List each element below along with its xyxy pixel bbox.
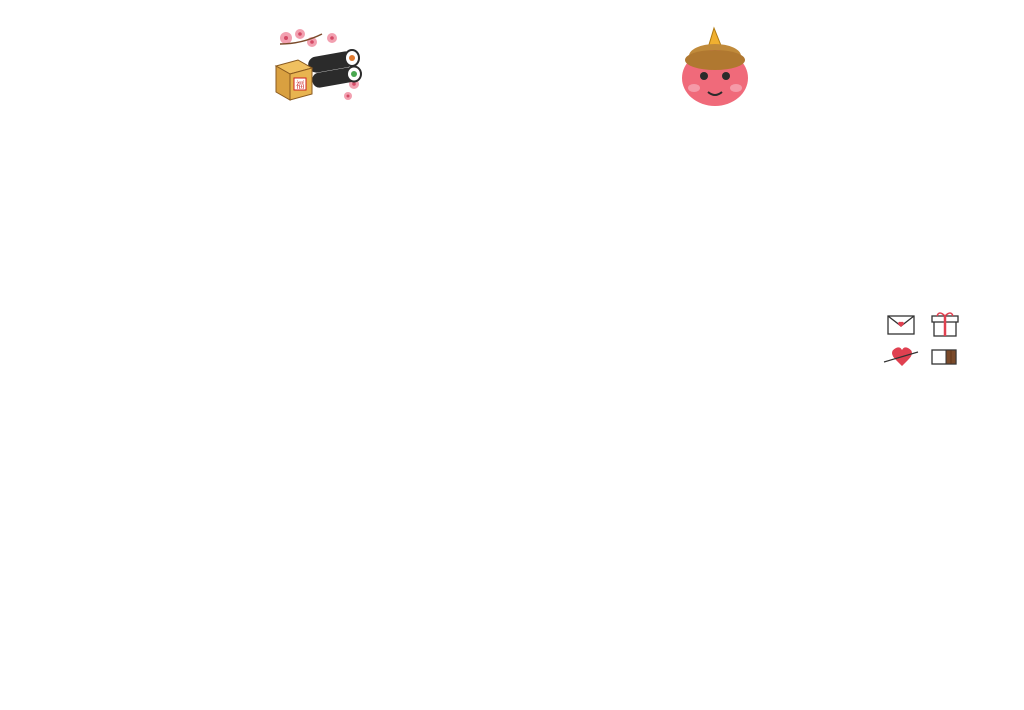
weekday-header-row xyxy=(43,93,985,109)
svg-text:福: 福 xyxy=(295,81,305,91)
gift-icon xyxy=(932,313,958,336)
chocolate-icon xyxy=(932,350,956,364)
envelope-icon xyxy=(888,316,914,334)
calendar-grid xyxy=(43,111,985,673)
ehomaki-illustration xyxy=(272,24,364,104)
valentine-icons xyxy=(878,312,968,378)
heart-arrow-icon xyxy=(884,347,918,366)
